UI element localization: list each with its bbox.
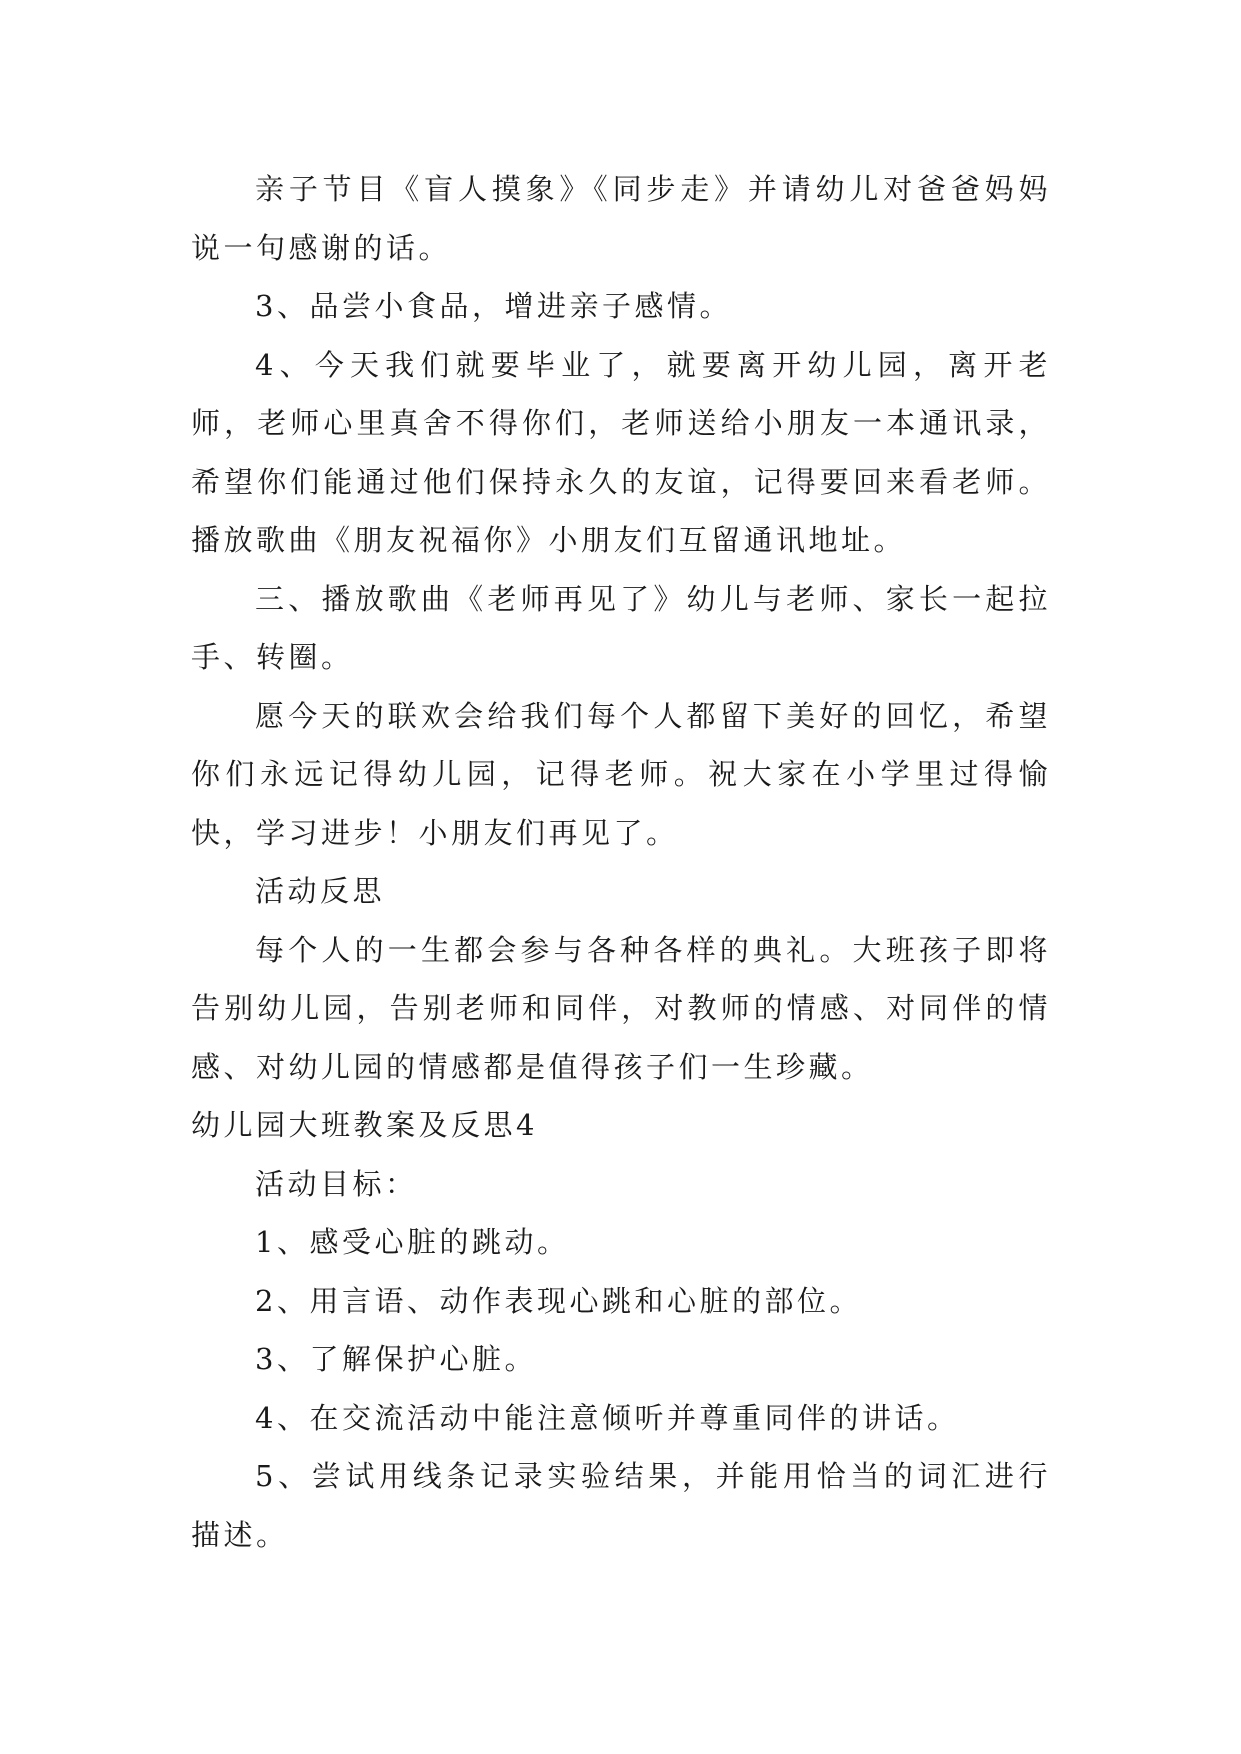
- section-title-lesson-4: 幼儿园大班教案及反思4: [191, 1108, 538, 1142]
- subheading-activity-reflection: 活动反思: [255, 874, 386, 908]
- paragraph-reflection-body: 每个人的一生都会参与各种各样的典礼。大班孩子即将告别幼儿园，告别老师和同伴，对教师的情感、对同伴的情感、对幼儿园的情感都是值得孩子们一生珍藏。: [191, 932, 1051, 1084]
- paragraph-farewell-wishes: 愿今天的联欢会给我们每个人都留下美好的回忆，希望你们永远记得幼儿园，记得老师。祝大家在小学里过得愉快，学习进步！小朋友们再见了。: [191, 698, 1051, 850]
- paragraph-step-4-graduation: 4、今天我们就要毕业了，就要离开幼儿园，离开老师，老师心里真舍不得你们，老师送给小朋友一本通讯录，希望你们能通过他们保持永久的友谊，记得要回来看老师。播放歌曲《朋友祝福你》小朋友们互留通讯地址。: [191, 347, 1051, 557]
- paragraph-step-3-snacks: 3、品尝小食品，增进亲子感情。: [255, 289, 732, 323]
- goal-item-4: 4、在交流活动中能注意倾听并尊重同伴的讲话。: [255, 1400, 960, 1435]
- goal-item-1: 1、感受心脏的跳动。: [255, 1225, 570, 1259]
- subheading-activity-goals: 活动目标：: [255, 1166, 418, 1201]
- document-body: [191, 160, 1051, 1564]
- paragraph-parent-child-games: 亲子节目《盲人摸象》《同步走》并请幼儿对爸爸妈妈说一句感谢的话。: [191, 172, 1051, 265]
- goal-item-2: 2、用言语、动作表现心跳和心脏的部位。: [255, 1283, 862, 1318]
- goal-item-5: 5、尝试用线条记录实验结果，并能用恰当的词汇进行描述。: [191, 1459, 1051, 1552]
- paragraph-section-3-song: 三、播放歌曲《老师再见了》幼儿与老师、家长一起拉手、转圈。: [191, 581, 1051, 674]
- goal-item-3: 3、了解保护心脏。: [255, 1342, 537, 1376]
